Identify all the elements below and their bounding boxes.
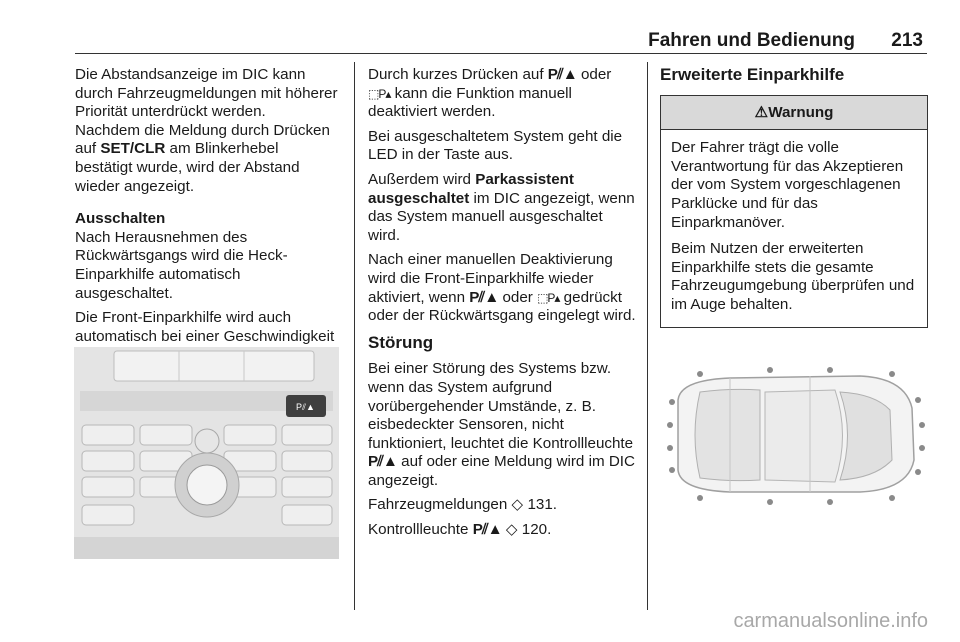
paragraph-rear-off: Nach Herausnehmen des Rückwärtsgangs wird die Heck-Einparkhilfe automatisch ausgeschaltet. (75, 228, 288, 302)
park-assist-icon: P⫽▲ (368, 453, 397, 471)
text: oder (498, 288, 538, 306)
text: Bei einer Störung des Systems bzw. wenn das System aufgrund vorübergehender Umstände, z. B. eisbedeckter Sensoren, nicht funktioniert, leuchtet die Kontrollleuchte (368, 360, 634, 452)
column-divider-right (647, 62, 648, 610)
column-middle (368, 66, 636, 546)
warning-text-surroundings: Beim Nutzen der erweiterten Einparkhilfe stets die gesamte Fahrzeugumgebung überprüfen und im Auge behalten. (671, 240, 915, 313)
column-left (75, 66, 340, 371)
text: 131. (523, 496, 558, 514)
rear-park-icon: ⬚P▴ (537, 290, 560, 305)
dashboard-button-photo (74, 347, 339, 559)
warning-text-responsibility: Der Fahrer trägt die volle Verantwortung für das Akzeptieren der vom System vorgeschlagenen Parklücke und für das Einparkmanöver. (671, 139, 904, 231)
chapter-title: Fahren und Bedienung (648, 30, 855, 51)
page-number: 213 (891, 30, 923, 51)
paragraph-manual-off (368, 66, 636, 122)
paragraph-vehicle-messages-ref (368, 496, 636, 515)
paragraph-distance-display: Die Abstandsanzeige im DIC kann durch Fahrzeugmeldungen mit höherer Priorität unterdrückt werden. (75, 66, 338, 121)
page-ref-icon: ◇ (511, 496, 524, 514)
set-clr-label: SET/CLR (100, 140, 166, 158)
warning-body (661, 130, 927, 326)
paragraph-front-off: Die Front-Einparkhilfe wird auch automatisch bei einer Geschwindigkeit (75, 309, 335, 345)
text: Außerdem wird (368, 170, 476, 188)
park-assist-icon: P⫽▲ (472, 521, 502, 539)
text: 120. (517, 521, 552, 539)
text: auf oder eine Meldung wird im DIC angezeigt. (368, 453, 635, 489)
dashboard-illustration (74, 347, 339, 559)
heading-advanced-park-assist: Erweiterte Einparkhilfe (660, 65, 845, 84)
text: Kontrollleuchte (368, 521, 473, 539)
text: Durch kurzes Drücken auf (368, 66, 548, 83)
warning-box (660, 95, 928, 328)
paragraph-reactivate (368, 251, 636, 325)
paragraph-control-light-ref (368, 521, 636, 540)
watermark: carmanualsonline.info (733, 610, 928, 632)
parkassistent-label: Parkassistent ausgeschaltet (368, 170, 574, 207)
svg-text:P⫽▲: P⫽▲ (296, 402, 315, 412)
paragraph-dic-message (368, 171, 636, 245)
column-right (660, 66, 928, 328)
heading-ausschalten: Ausschalten (75, 210, 166, 228)
text: am Blinkerhebel bestätigt wurde, wird der Abstand wieder angezeigt. (75, 140, 300, 195)
car-diagram (660, 330, 928, 542)
paragraph-fault (368, 360, 636, 490)
warning-label: Warnung (768, 103, 834, 121)
page-header (75, 28, 927, 54)
paragraph-led-off: Bei ausgeschaltetem System geht die LED in der Taste aus. (368, 127, 623, 164)
heading-stoerung: Störung (368, 332, 434, 352)
column-divider-left (354, 62, 355, 610)
text: im DIC angezeigt, wenn das System manuell ausgeschaltet wird. (368, 189, 635, 244)
page-ref-icon: ◇ (505, 521, 518, 539)
park-assist-icon: P⫽▲ (547, 66, 577, 83)
text: kann die Funktion manuell deaktiviert werden. (368, 84, 572, 121)
text: Nachdem die Meldung durch Drücken auf (75, 121, 330, 158)
rear-park-icon: ⬚P▴ (368, 86, 391, 101)
park-assist-icon: P⫽▲ (469, 288, 499, 306)
paragraph-set-clr (75, 122, 340, 196)
text: Nach einer manuellen Deaktivierung wird die Front-Einparkhilfe wieder aktiviert, wenn (368, 251, 613, 306)
text: oder (576, 66, 612, 83)
text: Fahrzeugmeldungen (368, 496, 512, 514)
text: gedrückt oder der Rückwärtsgang eingelegt wird. (368, 288, 636, 325)
warning-header (661, 96, 927, 131)
warning-icon: ⚠ (754, 103, 769, 121)
car-top-view-illustration (660, 330, 928, 542)
